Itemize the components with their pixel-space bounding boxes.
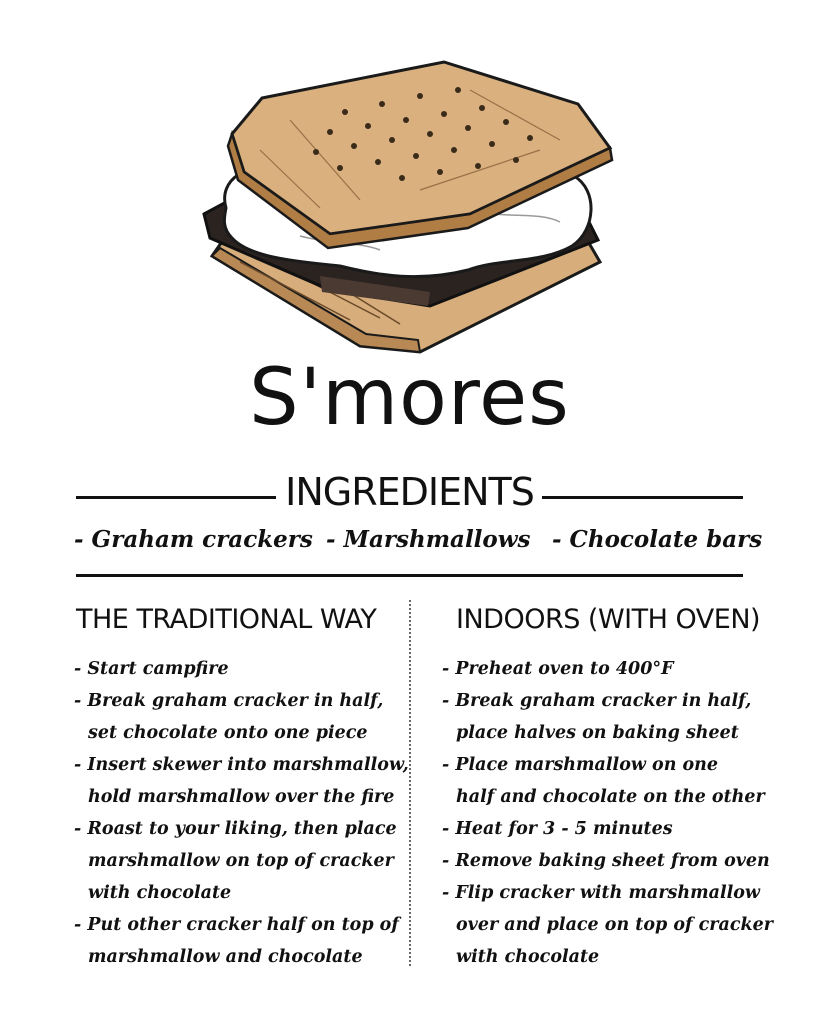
indoors-heading: INDOORS (WITH OVEN)	[456, 604, 761, 635]
step-line: hold marshmallow over the fire	[88, 787, 395, 807]
step-line: with chocolate	[456, 947, 600, 967]
step-line: - Start campfire	[74, 659, 229, 679]
indoors-steps	[442, 653, 773, 973]
step-line: place halves on baking sheet	[456, 723, 739, 743]
step-line: set chocolate onto one piece	[88, 723, 368, 743]
step-line: half and chocolate on the other	[456, 787, 765, 807]
ingredients-heading-text: INGREDIENTS	[277, 470, 542, 514]
step-line: - Break graham cracker in half,	[74, 691, 384, 711]
step-line: with chocolate	[88, 883, 232, 903]
step-line: - Insert skewer into marshmallow,	[74, 755, 409, 775]
step-line: - Flip cracker with marshmallow	[442, 883, 760, 903]
step-line: - Break graham cracker in half,	[442, 691, 752, 711]
ingredient-graham-crackers: - Graham crackers	[74, 526, 313, 553]
step-line: - Put other cracker half on top of	[74, 915, 399, 935]
traditional-heading: THE TRADITIONAL WAY	[76, 604, 377, 635]
column-divider	[409, 600, 411, 966]
step-line: - Place marshmallow on one	[442, 755, 719, 775]
step-line: marshmallow on top of cracker	[88, 851, 394, 871]
traditional-steps	[74, 653, 409, 973]
step-line: over and place on top of cracker	[456, 915, 773, 935]
ingredients-bottom-rule	[76, 574, 743, 577]
step-line: - Remove baking sheet from oven	[442, 851, 770, 871]
ingredients-heading	[0, 470, 819, 516]
step-line: - Roast to your liking, then place	[74, 819, 397, 839]
step-line: - Preheat oven to 400°F	[442, 659, 674, 679]
step-line: - Heat for 3 - 5 minutes	[442, 819, 673, 839]
step-line: marshmallow and chocolate	[88, 947, 363, 967]
recipe-title: S'mores	[249, 353, 570, 443]
ingredient-marshmallows: - Marshmallows	[326, 526, 531, 553]
ingredient-chocolate-bars: - Chocolate bars	[552, 526, 763, 553]
smore-illustration	[0, 0, 819, 360]
